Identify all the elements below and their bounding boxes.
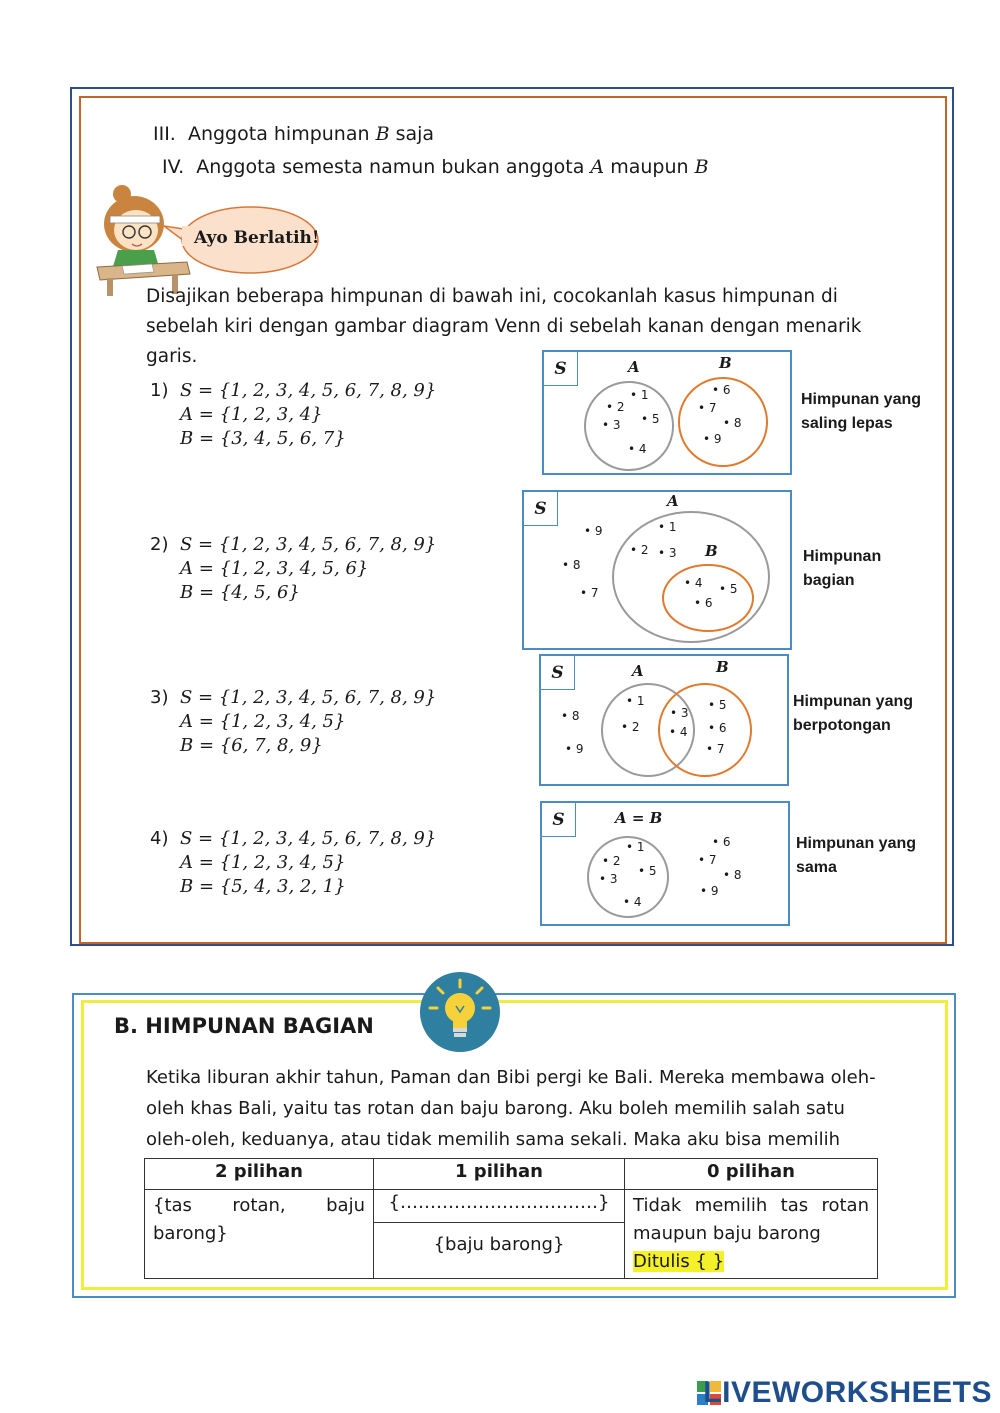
point: • 1 bbox=[658, 520, 677, 534]
choices-table bbox=[144, 1158, 878, 1279]
problem-4: 4) S = {1, 2, 3, 4, 5, 6, 7, 8, 9} A = {1, 2, 3, 4, 5} B = {5, 4, 3, 2, 1} bbox=[150, 828, 437, 897]
venn-diagram-3[interactable] bbox=[539, 654, 789, 786]
point: • 7 bbox=[706, 742, 725, 756]
venn-2-caption: Himpunan bagian bbox=[803, 548, 882, 589]
point: • 8 bbox=[561, 709, 580, 723]
point: • 7 bbox=[698, 853, 717, 867]
point: • 7 bbox=[698, 401, 717, 415]
point: • 2 bbox=[630, 543, 649, 557]
point: • 5 bbox=[641, 412, 660, 426]
cell-1-pilihan-blank[interactable]: {……………………………} bbox=[374, 1190, 625, 1223]
venn-diagram-1[interactable] bbox=[542, 350, 792, 475]
point: • 8 bbox=[723, 868, 742, 882]
point: • 2 bbox=[621, 720, 640, 734]
point: • 3 bbox=[658, 546, 677, 560]
set-b-label: B bbox=[719, 354, 732, 372]
venn-3-caption: Himpunan yang berpotongan bbox=[793, 693, 914, 734]
point: • 1 bbox=[626, 840, 645, 854]
set-a-label: A bbox=[667, 492, 679, 510]
point: • 8 bbox=[723, 416, 742, 430]
point: • 2 bbox=[602, 854, 621, 868]
header-0-pilihan: 0 pilihan bbox=[625, 1159, 878, 1190]
universe-label: S bbox=[524, 492, 558, 526]
set-b-label: B bbox=[705, 542, 718, 560]
item-iii: III. Anggota himpunan B saja bbox=[153, 123, 435, 145]
cell-2-pilihan: {tas rotan, baju barong} bbox=[145, 1190, 374, 1279]
point: • 4 bbox=[669, 725, 688, 739]
point: • 9 bbox=[703, 432, 722, 446]
point: • 2 bbox=[606, 400, 625, 414]
item-iv: IV. Anggota semesta namun bukan anggota A maupun B bbox=[162, 156, 709, 178]
universe-label: S bbox=[542, 803, 576, 837]
point: • 9 bbox=[700, 884, 719, 898]
point: • 6 bbox=[694, 596, 713, 610]
point: • 1 bbox=[630, 388, 649, 402]
point: • 4 bbox=[628, 442, 647, 456]
set-a-label: A bbox=[628, 358, 640, 376]
point: • 5 bbox=[708, 698, 727, 712]
highlight-text: Ditulis { } bbox=[633, 1251, 725, 1272]
point: • 6 bbox=[712, 835, 731, 849]
venn-diagram-4[interactable] bbox=[540, 801, 790, 926]
problem-1: 1) S = {1, 2, 3, 4, 5, 6, 7, 8, 9} A = {1, 2, 3, 4} B = {3, 4, 5, 6, 7} bbox=[150, 380, 437, 449]
universe-label: S bbox=[541, 656, 575, 690]
set-b-label: B bbox=[716, 658, 729, 676]
header-1-pilihan: 1 pilihan bbox=[374, 1159, 625, 1190]
cell-1-pilihan-baju: {baju barong} bbox=[374, 1223, 625, 1279]
point: • 8 bbox=[562, 558, 581, 572]
point: • 3 bbox=[602, 418, 621, 432]
set-a-label: A bbox=[632, 662, 644, 680]
set-a-equals-b-label: A = B bbox=[615, 809, 663, 827]
liveworksheets-brand[interactable]: LIVEWORKSHEETS bbox=[703, 1376, 992, 1409]
cell-0-pilihan-text: Tidak memilih tas rotan maupun baju barong bbox=[633, 1195, 869, 1244]
section-b-title: B. HIMPUNAN BAGIAN bbox=[114, 1014, 374, 1038]
problem-2: 2) S = {1, 2, 3, 4, 5, 6, 7, 8, 9} A = {1, 2, 3, 4, 5, 6} B = {4, 5, 6} bbox=[150, 534, 437, 603]
point: • 6 bbox=[708, 721, 727, 735]
point: • 9 bbox=[565, 742, 584, 756]
point: • 5 bbox=[638, 864, 657, 878]
header-2-pilihan: 2 pilihan bbox=[145, 1159, 374, 1190]
point: • 4 bbox=[623, 895, 642, 909]
point: • 9 bbox=[584, 524, 603, 538]
problem-3: 3) S = {1, 2, 3, 4, 5, 6, 7, 8, 9} A = {1, 2, 3, 4, 5} B = {6, 7, 8, 9} bbox=[150, 687, 437, 756]
point: • 3 bbox=[599, 872, 618, 886]
lightbulb-icon bbox=[418, 970, 502, 1054]
point: • 6 bbox=[712, 383, 731, 397]
venn-1-caption: Himpunan yang saling lepas bbox=[801, 391, 922, 432]
point: • 5 bbox=[719, 582, 738, 596]
point: • 4 bbox=[684, 576, 703, 590]
instruction-text: Disajikan beberapa himpunan di bawah ini, cocokanlah kasus himpunan di sebelah kiri dengan gambar diagram Venn di sebelah kanan dengan menarik garis. bbox=[146, 286, 862, 367]
section-b-paragraph: Ketika liburan akhir tahun, Paman dan Bibi pergi ke Bali. Mereka membawa oleh-oleh khas Bali, yaitu tas rotan dan baju barong. Aku boleh memilih salah satu oleh-oleh, keduanya, atau tidak memilih sama sekali. Maka aku bisa memilih bbox=[146, 1067, 876, 1150]
venn-diagram-2[interactable] bbox=[522, 490, 792, 650]
point: • 1 bbox=[626, 694, 645, 708]
point: • 7 bbox=[580, 586, 599, 600]
cell-0-pilihan bbox=[625, 1190, 878, 1279]
bubble-text: Ayo Berlatih! bbox=[194, 228, 320, 248]
universe-label: S bbox=[544, 352, 578, 386]
venn-4-caption: Himpunan yang sama bbox=[796, 835, 917, 876]
point: • 3 bbox=[670, 706, 689, 720]
